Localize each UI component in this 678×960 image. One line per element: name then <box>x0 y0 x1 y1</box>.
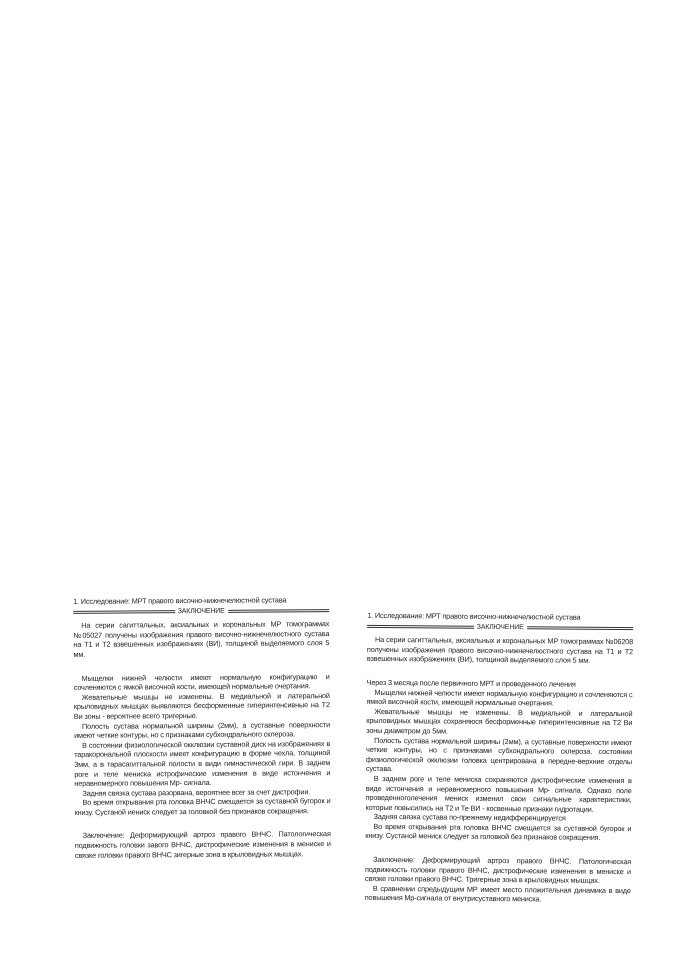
left-paragraph: Задняя связка сустава разорвана, вероятнее всег за счет дистрофии. <box>82 786 311 798</box>
right-study-title: 1. Исследование: МРТ правого височно-нижнечелюстной сустава <box>367 610 581 622</box>
left-paragraph: В состоянии физиологической окклюзии суставной диск на изображениях в таракорональной плоскости имеет конфигурацию в форме чехла, толщиной 3мм, а в тарасагиттальной полости в види гимнастической гири. В заднем роге и теле мениска истрофические изменения в виде истончения и неравномерного повышения Мр- сигнала. <box>74 738 331 788</box>
right-paragraph: Во время открывания рта головка ВНЧС смещается за суставной бугорок и книзу. Сустаной мениск следует за головкой без признаков сокращения. <box>365 821 632 843</box>
right-paragraph: Жевательные мышцы не изменены. В медиальной и латеральной крыловидных мышцах сохраняюся бесформенные гиперинтенсивные на Т2 Ви зоны диаметром до 5мм. <box>366 706 633 736</box>
right-comparison: В сравнении спредыдущим МР имеет место пложительная динамика в виде повышения Мр-сигнала от внутрисуставного мениска. <box>364 883 631 904</box>
left-summary: Заключение: Деформирующий артроз правого ВНЧС. Патологическая подвижность головки завого ВНЧС, дистрофические изменения в мениске и связке головки правого ВНЧС зигерные зона в крыловидных мышцах. <box>74 829 331 860</box>
left-conclusion-label: ЗАКЛЮЧЕНИЕ <box>177 607 225 615</box>
left-intro: На серии сагиттальных, аксиальных и корональных МР томограммах №05027 получены изображения правого височно-нижнечелюстного сустава на Т1 и Т2 взвешенных изображениях (ВИ), толщиной выделяемого слоя 5 мм. <box>73 619 330 659</box>
right-conclusion-header <box>367 621 633 633</box>
left-paragraph: Мыщелки нижней челюсти имеют нормальную конфигурацию и сочленяются с ямкой височной кости, имеющей нормальные очертания. <box>73 671 330 693</box>
right-conclusion-label: ЗАКЛЮЧЕНИЕ <box>476 623 524 631</box>
right-rule-before <box>367 625 474 629</box>
left-study-title: 1. Исследование: МРТ правого височно-нижнечелюстной сустава <box>73 595 287 606</box>
left-rule-before <box>73 610 175 614</box>
left-conclusion-header <box>73 606 329 617</box>
left-rule-after <box>228 609 330 613</box>
right-report <box>365 611 634 905</box>
left-paragraph: Полость сустава нормальной ширины (2мм), а суставные поверхности имеют четкие контуры, но с признаками субхондрального склероза. <box>74 719 331 741</box>
right-rule-after <box>527 626 634 630</box>
right-paragraph: Задняя связка сустава по-прежнему недифференцируется <box>373 812 566 823</box>
left-paragraph: Жевательные мышцы не изменены. В медиальной и латеральной крыловидных мышцах выявляются бесформенные гиперинтенсивные на Т2 Ви зоны - вероятнее всего тригерные. <box>73 690 330 721</box>
right-paragraph: В заднем роге и теле мениска сохраняются дистрофические изменения в виде истончения и неравномерного повышения Мр- сигнала. Однако поле проведенноголечения мениск изменил свои сигнальные характеристики, которые повысились на Т2 и Те ВИ - косвенные признаки гидротации. <box>365 773 632 814</box>
left-paragraph: Во время открывания рта головка ВНЧС смещается за суставной бугорок и книзу. Сустаной иениск следует за головкой без признаков сокращения. <box>74 796 331 817</box>
right-summary: Заключение: Деформирующий артроз правого ВНЧС. Патологическая подвижность головки правого ВНЧС, дистрофические изменения в мениске и связке головки правого ВНЧС. Тригерные зона в крыловидных мышцах. <box>364 854 632 886</box>
left-report <box>73 595 331 860</box>
right-followup: Через 3 месяца после первичного МРТ и проведенного лечения <box>366 677 576 689</box>
right-paragraph: Полость сустава нормальной ширины (2мм), а суставные поверхности имеют четкие контуры, но с признаками субхондрального склероза. состоянии физиологической окклюзии головка центрирована в передне-верхние отделы сустава. <box>365 735 633 774</box>
right-intro: На серии сагиттальных, аксиальных и корональных МР томограммах №06208 получены изображения правого височно-нижнечелюстного сустава на Т1 и Т2 взвешенных изображениях (ВИ), толщиной выделяемого слоя 5 мм. <box>366 635 634 666</box>
right-paragraph: Мыщелки нижней челюсти имеют нормальную конфигурацию и сочленяются с ямкой височной кости, имеющей нормальные очертания. <box>366 687 633 708</box>
